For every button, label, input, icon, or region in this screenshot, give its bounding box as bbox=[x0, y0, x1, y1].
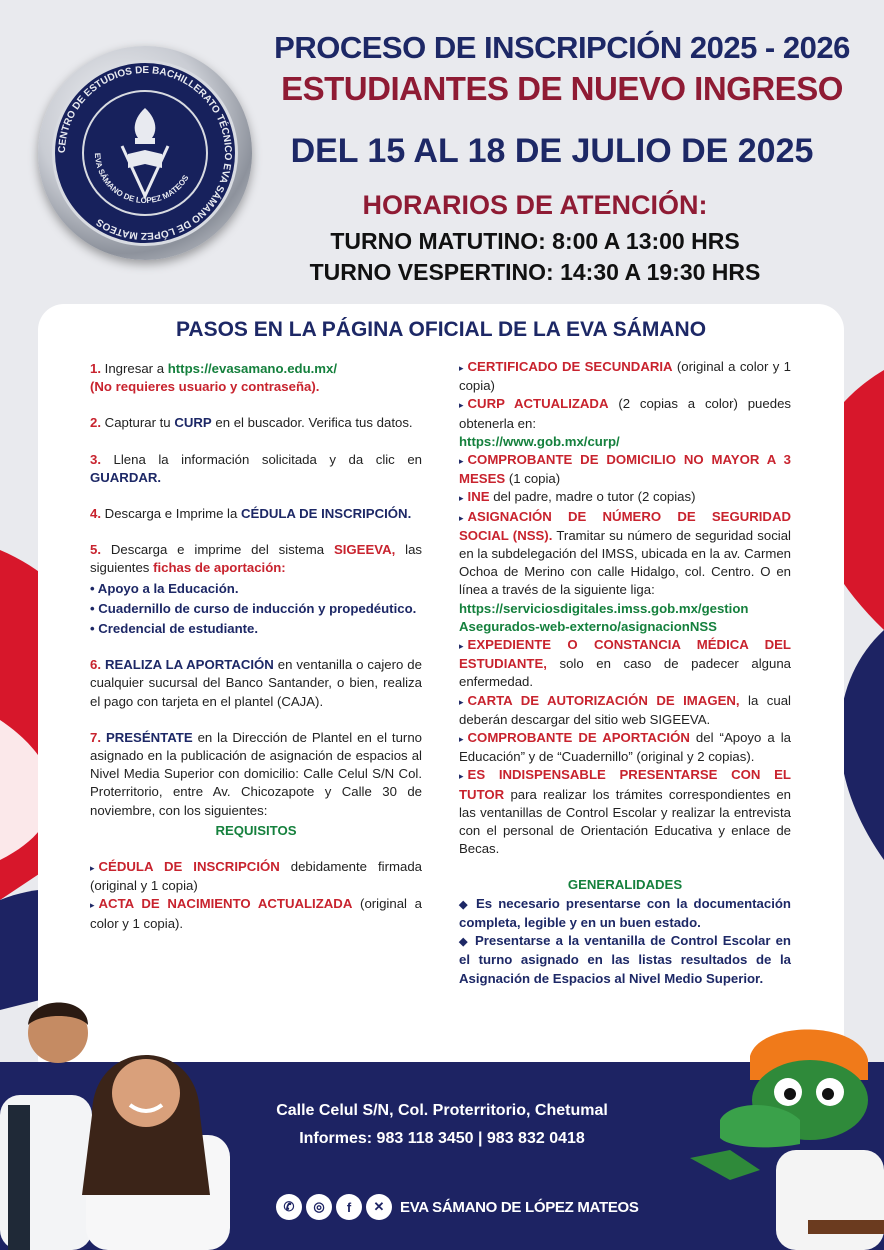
requirement-domicilio: ▸ COMPROBANTE DE DOMICILIO NO MAYOR A 3 MESES (1 copia) bbox=[459, 452, 791, 487]
evening-hours: TURNO VESPERTINO: 14:30 A 19:30 HRS bbox=[309, 259, 761, 285]
instagram-icon[interactable]: ◎ bbox=[306, 1194, 332, 1220]
evasamano-link[interactable]: https://evasamano.edu.mx/ bbox=[167, 361, 338, 376]
steps-column-right bbox=[459, 358, 791, 988]
step-3: 3. Llena la información solicitada y da clic en GUARDAR. bbox=[90, 451, 422, 485]
title-line-1: PROCESO DE INSCRIPCIÓN 2025 - 2026 bbox=[274, 30, 850, 65]
whatsapp-icon[interactable]: ✆ bbox=[276, 1194, 302, 1220]
step-4: 4. Descarga e Imprime la CÉDULA DE INSCRIPCIÓN. bbox=[90, 506, 412, 522]
generality-1: ◆ Es necesario presentarse con la documentación completa, legible y en un buen estado. bbox=[459, 895, 791, 930]
step-5-item-1: • Apoyo a la Educación. bbox=[90, 580, 239, 596]
requirement-comprobante: ▸ COMPROBANTE DE APORTACIÓN del “Apoyo a la Educación” y de “Cuadernillo” (original y 2 copias). bbox=[459, 730, 792, 765]
imss-link[interactable]: https://serviciosdigitales.imss.gob.mx/gestion Asegurados-web-externo/asignacionNSS bbox=[459, 600, 749, 634]
step-1: 1. Ingresar a https://evasamano.edu.mx/ (No requieres usuario y contraseña). bbox=[90, 361, 338, 395]
generality-2: ◆ Presentarse a la ventanilla de Control Escolar en el turno asignado en las listas resultados de la Asignación de Espacios al Nivel Medio Superior. bbox=[459, 933, 791, 986]
crocodile-mascot bbox=[690, 1020, 884, 1250]
requirement-carta: ▸ CARTA DE AUTORIZACIÓN DE IMAGEN, la cual deberán descargar del sitio web SIGEEVA. bbox=[459, 692, 791, 727]
requirement-tutor: ▸ ES INDISPENSABLE PRESENTARSE CON EL TUTOR para realizar los trámites correspondientes en las ventanillas de Control Escolar y realizar la entrevista con el personal de Orientación Educativa y enlace de Becas. bbox=[459, 767, 791, 857]
facebook-icon[interactable]: f bbox=[336, 1194, 362, 1220]
diamond-bullet-icon: ◆ bbox=[459, 898, 470, 911]
card-title: PASOS EN LA PÁGINA OFICIAL DE LA EVA SÁMANO bbox=[175, 318, 707, 341]
step-6: 6. REALIZA LA APORTACIÓN en ventanilla o cajero de cualquier sucursal del Banco Santander, o bien, realiza el pago con tarjeta en el plantel (CAJA). bbox=[90, 657, 422, 709]
seal-outer-text: CENTRO DE ESTUDIOS DE BACHILLERATO TÉCNICO EVA SÁMANO DE LÓPEZ MATEOS bbox=[56, 64, 234, 242]
requirement-certificado: ▸ CERTIFICADO DE SECUNDARIA (original a color y 1 copia) bbox=[459, 359, 791, 394]
social-label: EVA SÁMANO DE LÓPEZ MATEOS bbox=[400, 1198, 639, 1216]
requirement-cedula: ▸ CÉDULA DE INSCRIPCIÓN debidamente firmada (original y 1 copia) bbox=[90, 859, 422, 894]
seal-emblem bbox=[38, 46, 252, 260]
requirement-acta: ▸ ACTA DE NACIMIENTO ACTUALIZADA (original a color y 1 copia). bbox=[90, 896, 422, 931]
requirements-title: REQUISITOS bbox=[215, 822, 297, 838]
requirement-curp: ▸ CURP ACTUALIZADA (2 copias a color) puedes obtenerla en: https://www.gob.mx/curp/ bbox=[459, 396, 791, 449]
diamond-bullet-icon: ◆ bbox=[459, 936, 469, 949]
step-5-item-3: • Credencial de estudiante. bbox=[90, 621, 259, 637]
step-7: 7. PRESÉNTATE en la Dirección de Plantel en el turno asignado en la publicación de asignación de espacios al Nivel Media Superior con domicilio: Calle Celul S/N Col. Proterritorio, entre Av. Chicozapote y Calle 30 de noviembre, con los siguientes: bbox=[90, 729, 422, 818]
gob-curp-link[interactable]: https://www.gob.mx/curp/ bbox=[459, 433, 620, 449]
dates-heading: DEL 15 AL 18 DE JULIO DE 2025 bbox=[290, 132, 814, 170]
footer-phones: Informes: 983 118 3450 | 983 832 0418 bbox=[299, 1130, 585, 1147]
students-photo bbox=[0, 995, 230, 1250]
requirement-expediente: ▸ EXPEDIENTE O CONSTANCIA MÉDICA DEL ESTUDIANTE, solo en caso de padecer alguna enfermedad. bbox=[459, 637, 791, 690]
x-icon[interactable]: ✕ bbox=[366, 1194, 392, 1220]
footer-address: Calle Celul S/N, Col. Proterritorio, Chetumal bbox=[276, 1102, 608, 1119]
hours-title: HORARIOS DE ATENCIÓN: bbox=[362, 190, 708, 220]
morning-hours: TURNO MATUTINO: 8:00 A 13:00 HRS bbox=[330, 228, 740, 254]
steps-column-left bbox=[90, 360, 422, 933]
requirement-ine: ▸ INE del padre, madre o tutor (2 copias) bbox=[459, 489, 696, 505]
school-seal-logo bbox=[38, 46, 252, 260]
title-line-2: ESTUDIANTES DE NUEVO INGRESO bbox=[281, 70, 843, 107]
generalities-title: GENERALIDADES bbox=[567, 877, 683, 893]
social-bar bbox=[276, 1194, 639, 1220]
step-5-item-2: • Cuadernillo de curso de inducción y propedéutico. bbox=[90, 600, 417, 616]
step-5: 5. Descarga e imprime del sistema SIGEEVA, las siguientes fichas de aportación: bbox=[90, 542, 422, 576]
step-2: 2. Capturar tu CURP en el buscador. Verifica tus datos. bbox=[90, 415, 413, 431]
seal-inner-text: EVA SÁMANO DE LÓPEZ MATEOS bbox=[92, 152, 191, 206]
requirement-nss: ▸ ASIGNACIÓN DE NÚMERO DE SEGURIDAD SOCIAL (NSS). Tramitar su número de seguridad social en la subdelegación del IMSS, ubicada en la av. Carmen Ochoa de Merino con calle Hidalgo, col. Centro. O en línea a través de la siguiente liga: https://serviciosdigitales.imss.gob.mx/gestion Asegurados-web-externo/asignacionNSS bbox=[459, 508, 791, 634]
steps-card bbox=[38, 304, 844, 1084]
